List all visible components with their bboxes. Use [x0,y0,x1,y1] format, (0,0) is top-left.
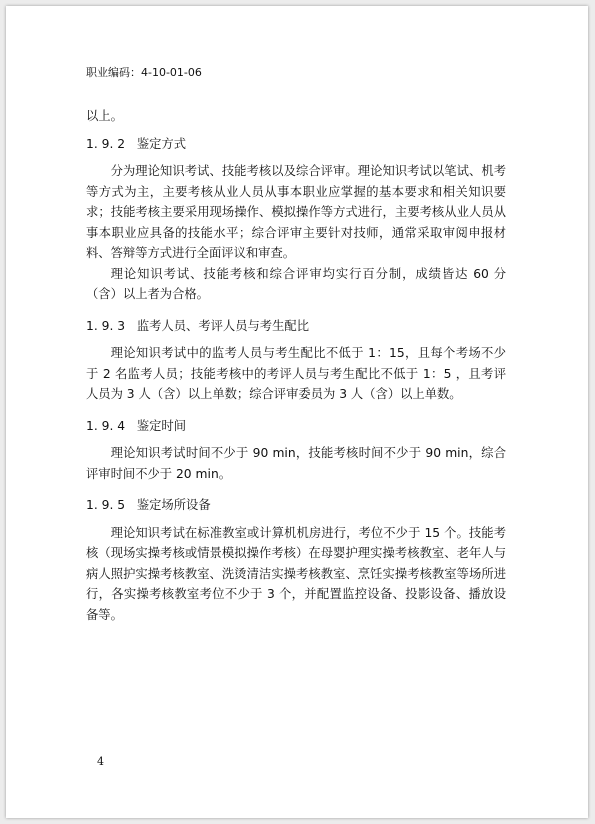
occupation-code-header: 职业编码：4-10-01-06 [86,66,202,79]
page-content [86,106,506,625]
section-title-1-9-3: 1. 9. 3 监考人员、考评人员与考生配比 [86,318,309,333]
document-page [6,6,588,818]
section-1-9-2-paragraph-2: 理论知识考试、技能考核和综合评审均实行百分制，成绩皆达 60 分（含）以上者为合格。 [86,266,506,301]
section-1-9-5-paragraph-1: 理论知识考试在标准教室或计算机机房进行，考位不少于 15 个。技能考核（现场实操考核或情景模拟操作考核）在母婴护理实操考核教室、老年人与病人照护实操考核教室、洗烫清洁实操考核教室、烹饪实操考核教室等场所进行，各实操考核教室考位不少于 3 个，并配置监控设备、投影设备、播放设备等。 [86,525,506,622]
section-title-1-9-5: 1. 9. 5 鉴定场所设备 [86,498,211,512]
section-title-1-9-4: 1. 9. 4 鉴定时间 [86,418,187,433]
section-1-9-3-paragraph-1: 理论知识考试中的监考人员与考生配比不低于 1：15，且每个考场不少于 2 名监考人员；技能考核中的考评人员与考生配比不低于 1：5 ，且考评人员为 3 人（含）以上单数；综合评审委员为 3 人（含）以上单数。 [86,346,506,401]
intro-text: 以上。 [86,109,123,123]
section-1-9-2-paragraph-1: 分为理论知识考试、技能考核以及综合评审。理论知识考试以笔试、机考等方式为主，主要考核从业人员从事本职业应掌握的基本要求和相关知识要求；技能考核主要采用现场操作、模拟操作等方式进行，主要考核从业人员从事本职业应具备的技能水平；综合评审主要针对技师，通常采取审阅申报材料、答辩等方式进行全面评议和审查。 [86,164,506,260]
page-number: 4 [97,755,104,768]
section-1-9-4-paragraph-1: 理论知识考试时间不少于 90 min，技能考核时间不少于 90 min，综合评审时间不少于 20 min。 [86,446,506,481]
section-title-1-9-2: 1. 9. 2 鉴定方式 [86,136,187,151]
